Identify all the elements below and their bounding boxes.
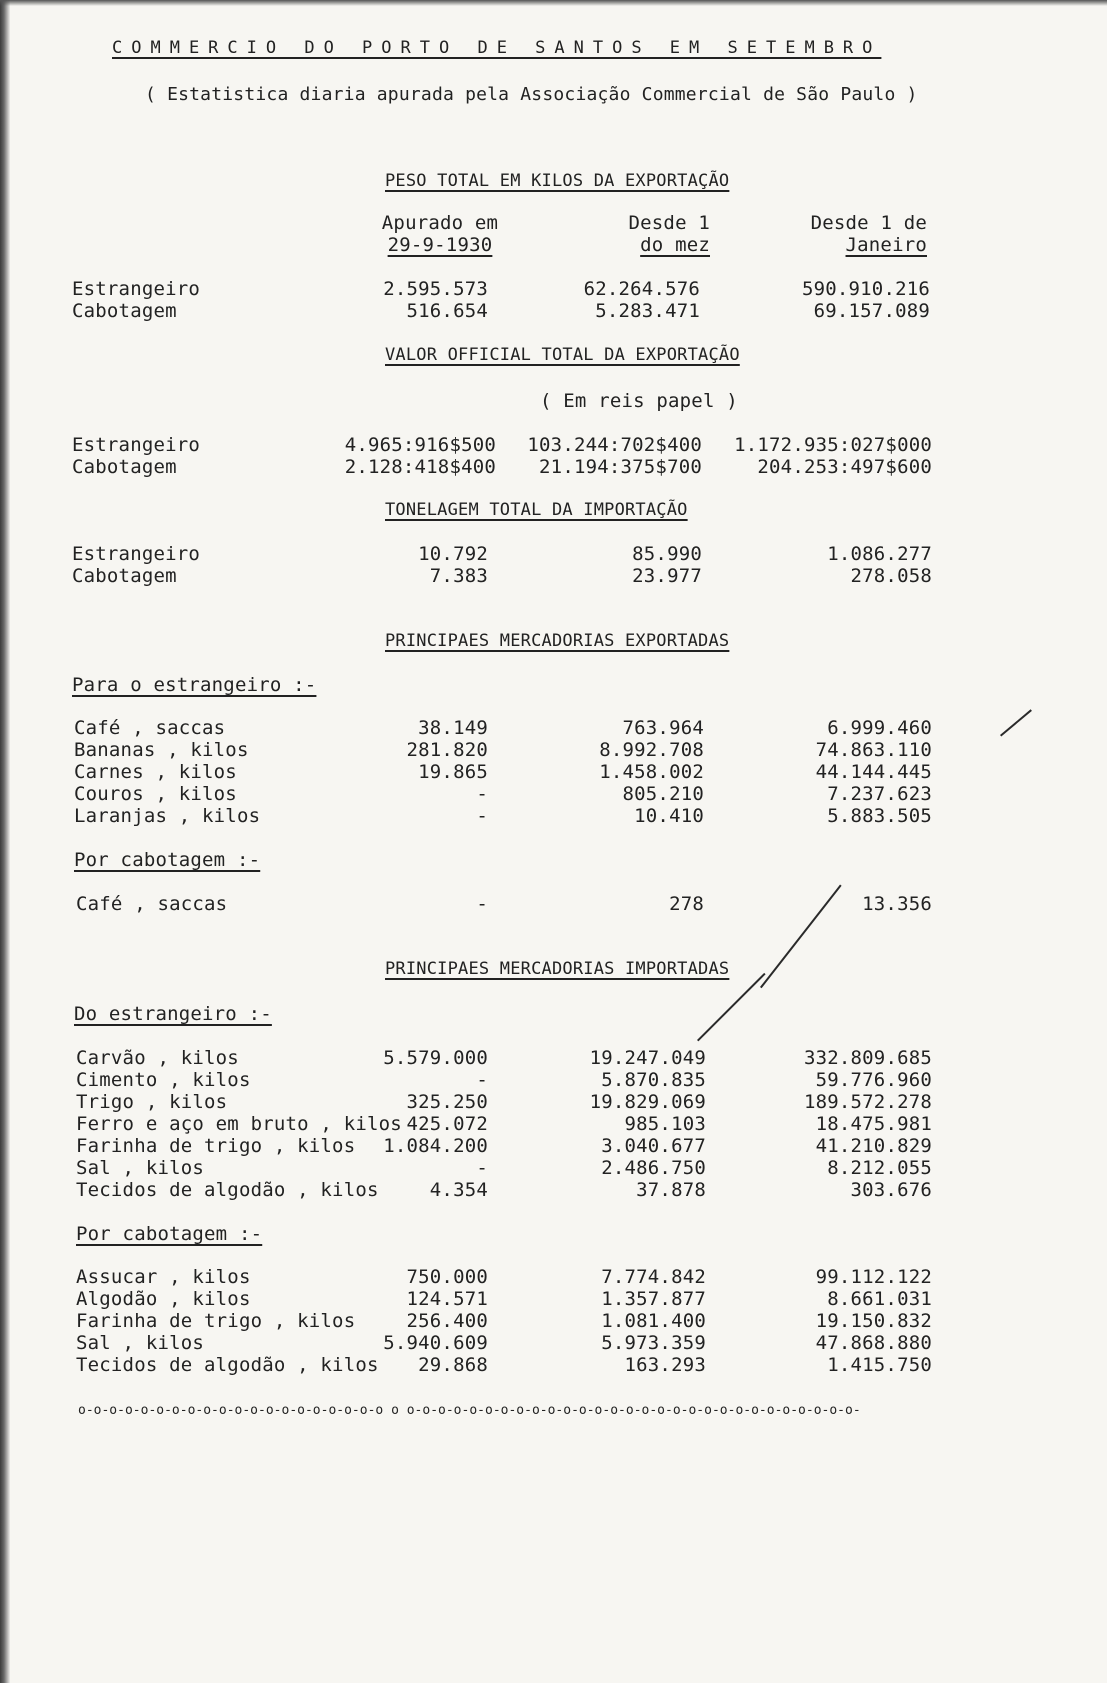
- row-label: Sal , kilos: [76, 1157, 205, 1179]
- row-value-year: 74.863.110: [815, 739, 932, 761]
- row-value-year: 59.776.960: [815, 1069, 932, 1091]
- row-label: Sal , kilos: [76, 1332, 205, 1354]
- row-value-month: 5.973.359: [601, 1332, 706, 1354]
- group-heading: Para o estrangeiro :-: [72, 674, 317, 696]
- row-value-month: 763.964: [622, 717, 704, 739]
- pen-stroke: [697, 973, 766, 1042]
- document-subtitle: ( Estatistica diaria apurada pela Associação Commercial de São Paulo ): [145, 84, 918, 105]
- row-value-month: 3.040.677: [601, 1135, 706, 1157]
- row-label: Estrangeiro: [72, 278, 201, 300]
- row-value-year: 44.144.445: [815, 761, 932, 783]
- row-label: Cabotagem: [72, 300, 177, 322]
- row-value-month: 805.210: [622, 783, 704, 805]
- row-value-day: 5.579.000: [383, 1047, 488, 1069]
- row-value-month: 62.264.576: [583, 278, 700, 300]
- row-value-month: 19.247.049: [589, 1047, 706, 1069]
- row-label: Carvão , kilos: [76, 1047, 239, 1069]
- row-value-month: 7.774.842: [601, 1266, 706, 1288]
- row-value-month: 5.283.471: [595, 300, 700, 322]
- row-value-day: 38.149: [418, 717, 488, 739]
- row-value-year: 99.112.122: [815, 1266, 932, 1288]
- row-label: Trigo , kilos: [76, 1091, 228, 1113]
- row-label: Ferro e aço em bruto , kilos: [76, 1113, 402, 1135]
- section-heading-peso: PESO TOTAL EM KILOS DA EXPORTAÇÃO: [385, 171, 730, 191]
- row-value-year: 332.809.685: [803, 1047, 932, 1069]
- currency-note: ( Em reis papel ): [540, 390, 738, 412]
- row-value-day: 10.792: [418, 543, 488, 565]
- row-value-month: 2.486.750: [601, 1157, 706, 1179]
- row-label: Café , saccas: [76, 893, 228, 915]
- row-value-day: 516.654: [406, 300, 488, 322]
- row-label: Tecidos de algodão , kilos: [76, 1354, 379, 1376]
- group-heading: Por cabotagem :-: [76, 1223, 263, 1245]
- row-label: Café , saccas: [74, 717, 226, 739]
- row-value-year: 189.572.278: [803, 1091, 932, 1113]
- row-value-month: 19.829.069: [589, 1091, 706, 1113]
- row-value-year: 47.868.880: [815, 1332, 932, 1354]
- row-value-day: -: [476, 1069, 488, 1091]
- row-label: Algodão , kilos: [76, 1288, 251, 1310]
- row-value-month: 23.977: [632, 565, 702, 587]
- section-heading-tonelagem: TONELAGEM TOTAL DA IMPORTAÇÃO: [385, 500, 688, 520]
- row-value-year: 69.157.089: [813, 300, 930, 322]
- row-label: Farinha de trigo , kilos: [76, 1310, 356, 1332]
- row-value-day: 256.400: [406, 1310, 488, 1332]
- row-value-day: 425.072: [406, 1113, 488, 1135]
- row-label: Carnes , kilos: [74, 761, 237, 783]
- row-value-day: 7.383: [429, 565, 488, 587]
- row-value-year: 13.356: [862, 893, 932, 915]
- row-value-day: 5.940.609: [383, 1332, 488, 1354]
- row-value-year: 278.058: [850, 565, 932, 587]
- row-label: Estrangeiro: [72, 434, 201, 456]
- row-value-year: 5.883.505: [827, 805, 932, 827]
- row-value-day: -: [476, 1157, 488, 1179]
- row-value-day: 1.084.200: [383, 1135, 488, 1157]
- row-label: Cabotagem: [72, 456, 177, 478]
- col-header-day-1: Apurado em: [381, 212, 499, 234]
- col-header-month-2: do mez: [640, 234, 710, 256]
- document-title: COMMERCIO DO PORTO DE SANTOS EM SETEMBRO: [112, 38, 882, 58]
- col-header-month-1: Desde 1: [628, 212, 710, 234]
- row-value-month: 21.194:375$700: [539, 456, 702, 478]
- row-value-day: 4.354: [429, 1179, 488, 1201]
- row-label: Farinha de trigo , kilos: [76, 1135, 356, 1157]
- row-value-month: 163.293: [624, 1354, 706, 1376]
- row-value-month: 1.458.002: [599, 761, 704, 783]
- section-heading-importadas: PRINCIPAES MERCADORIAS IMPORTADAS: [385, 959, 730, 979]
- row-value-month: 1.357.877: [601, 1288, 706, 1310]
- row-value-month: 37.878: [636, 1179, 706, 1201]
- row-value-day: 325.250: [406, 1091, 488, 1113]
- row-value-year: 8.212.055: [827, 1157, 932, 1179]
- row-label: Bananas , kilos: [74, 739, 249, 761]
- row-value-day: 281.820: [406, 739, 488, 761]
- row-value-month: 85.990: [632, 543, 702, 565]
- col-header-year-1: Desde 1 de: [810, 212, 927, 234]
- row-value-day: 19.865: [418, 761, 488, 783]
- row-value-year: 18.475.981: [815, 1113, 932, 1135]
- row-value-year: 204.253:497$600: [757, 456, 932, 478]
- col-header-year-2: Janeiro: [845, 234, 927, 256]
- row-value-day: 2.128:418$400: [344, 456, 496, 478]
- col-header-day-2: 29-9-1930: [387, 234, 493, 256]
- row-label: Cimento , kilos: [76, 1069, 251, 1091]
- group-heading: Por cabotagem :-: [74, 849, 261, 871]
- scan-left-edge: [0, 0, 10, 1683]
- group-heading: Do estrangeiro :-: [74, 1003, 272, 1025]
- row-value-month: 8.992.708: [599, 739, 704, 761]
- row-value-day: 124.571: [406, 1288, 488, 1310]
- footer-rule: o-o-o-o-o-o-o-o-o-o-o-o-o-o-o-o-o-o-o-o o o-o-o-o-o-o-o-o-o-o-o-o-o-o-o-o-o-o-o-o-o-o-o-o-o-o-o-o-o-: [78, 1403, 861, 1418]
- row-value-day: 2.595.573: [383, 278, 488, 300]
- row-label: Estrangeiro: [72, 543, 201, 565]
- scan-top-edge: [0, 0, 1107, 6]
- row-label: Couros , kilos: [74, 783, 237, 805]
- row-value-year: 41.210.829: [815, 1135, 932, 1157]
- row-value-year: 590.910.216: [801, 278, 930, 300]
- row-value-year: 303.676: [850, 1179, 932, 1201]
- row-value-year: 1.086.277: [827, 543, 932, 565]
- row-value-month: 10.410: [634, 805, 704, 827]
- row-value-day: -: [476, 805, 488, 827]
- row-value-day: 750.000: [406, 1266, 488, 1288]
- row-value-month: 985.103: [624, 1113, 706, 1135]
- row-label: Cabotagem: [72, 565, 177, 587]
- row-value-month: 5.870.835: [601, 1069, 706, 1091]
- row-value-day: 29.868: [418, 1354, 488, 1376]
- section-heading-valor: VALOR OFFICIAL TOTAL DA EXPORTAÇÃO: [385, 345, 740, 365]
- row-value-year: 7.237.623: [827, 783, 932, 805]
- row-value-day: -: [476, 783, 488, 805]
- pen-stroke: [1000, 709, 1032, 736]
- row-value-month: 103.244:702$400: [527, 434, 702, 456]
- row-value-year: 8.661.031: [827, 1288, 932, 1310]
- row-value-day: -: [476, 893, 488, 915]
- row-value-year: 1.415.750: [827, 1354, 932, 1376]
- row-value-month: 1.081.400: [601, 1310, 706, 1332]
- row-value-year: 19.150.832: [815, 1310, 932, 1332]
- row-label: Laranjas , kilos: [74, 805, 261, 827]
- row-value-year: 6.999.460: [827, 717, 932, 739]
- row-value-year: 1.172.935:027$000: [734, 434, 932, 456]
- row-value-month: 278: [669, 893, 704, 915]
- row-label: Assucar , kilos: [76, 1266, 251, 1288]
- row-value-day: 4.965:916$500: [344, 434, 496, 456]
- row-label: Tecidos de algodão , kilos: [76, 1179, 379, 1201]
- section-heading-exportadas: PRINCIPAES MERCADORIAS EXPORTADAS: [385, 631, 730, 651]
